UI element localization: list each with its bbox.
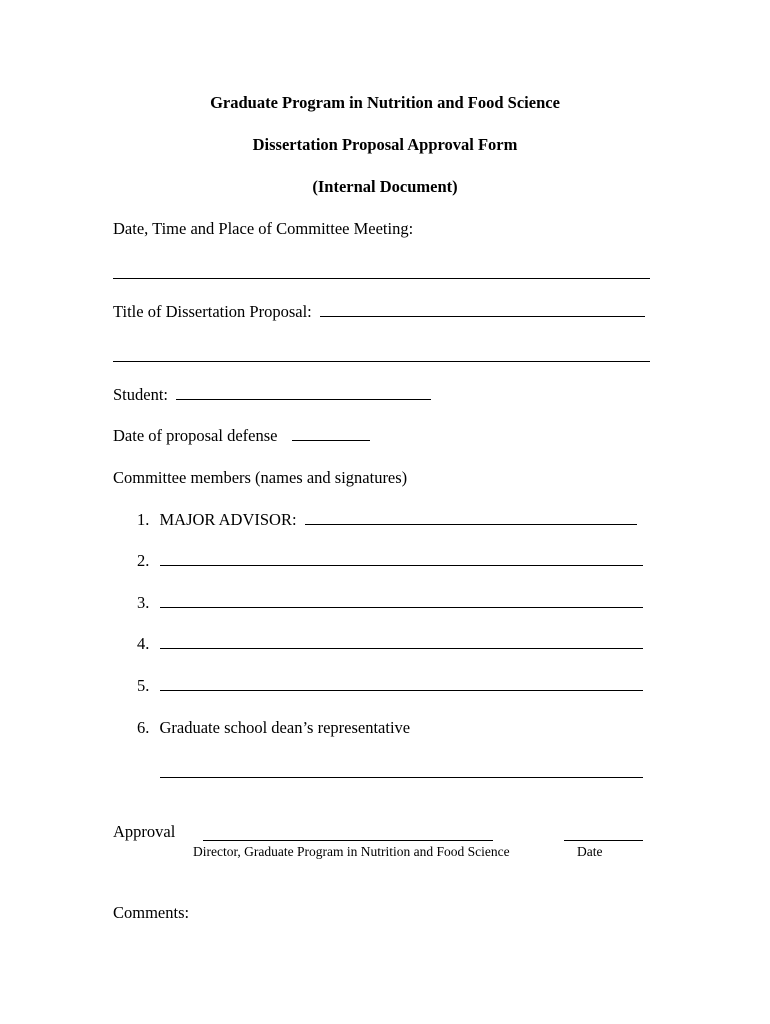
meeting-field[interactable] (113, 264, 650, 284)
item-number: 5. (137, 676, 150, 695)
defense-date-field[interactable] (292, 439, 370, 441)
director-caption: Director, Graduate Program in Nutrition and Food Science (193, 844, 510, 859)
item-number: 6. (137, 718, 150, 737)
director-signature-field[interactable] (203, 826, 493, 846)
item-number: 3. (137, 593, 150, 612)
major-advisor-field[interactable] (305, 523, 637, 525)
student-label: Student: (113, 385, 169, 404)
title-field[interactable] (320, 315, 645, 317)
dean-representative-label: Graduate school dean’s representative (159, 718, 411, 737)
student-field[interactable] (176, 398, 431, 400)
major-advisor-label: MAJOR ADVISOR: (159, 510, 297, 529)
title-label: Title of Dissertation Proposal: (113, 302, 312, 321)
item-number: 2. (137, 551, 150, 570)
meeting-label: Date, Time and Place of Committee Meeting: (113, 219, 414, 238)
form-title: Dissertation Proposal Approval Form (252, 135, 518, 154)
dean-representative-field[interactable] (160, 763, 643, 783)
approval-label: Approval (113, 822, 176, 841)
internal-note: (Internal Document) (312, 177, 458, 196)
program-title: Graduate Program in Nutrition and Food Science (210, 93, 560, 112)
item-number: 1. (137, 510, 150, 529)
title-field-continued[interactable] (113, 347, 650, 367)
member-5-field[interactable] (160, 689, 643, 691)
defense-row (113, 426, 370, 446)
committee-item (137, 676, 643, 696)
approval-date-field[interactable] (564, 826, 643, 846)
committee-item (137, 634, 643, 654)
member-4-field[interactable] (160, 647, 643, 649)
member-3-field[interactable] (160, 606, 643, 608)
date-caption: Date (577, 844, 603, 859)
member-2-field[interactable] (160, 564, 643, 566)
committee-item (137, 593, 643, 613)
committee-heading: Committee members (names and signatures) (113, 468, 408, 487)
student-row (113, 385, 431, 405)
committee-item (137, 510, 637, 530)
committee-item (137, 551, 643, 571)
comments-label: Comments: (113, 903, 190, 922)
title-row (113, 302, 645, 322)
item-number: 4. (137, 634, 150, 653)
defense-label: Date of proposal defense (113, 426, 278, 445)
committee-item (137, 718, 410, 738)
